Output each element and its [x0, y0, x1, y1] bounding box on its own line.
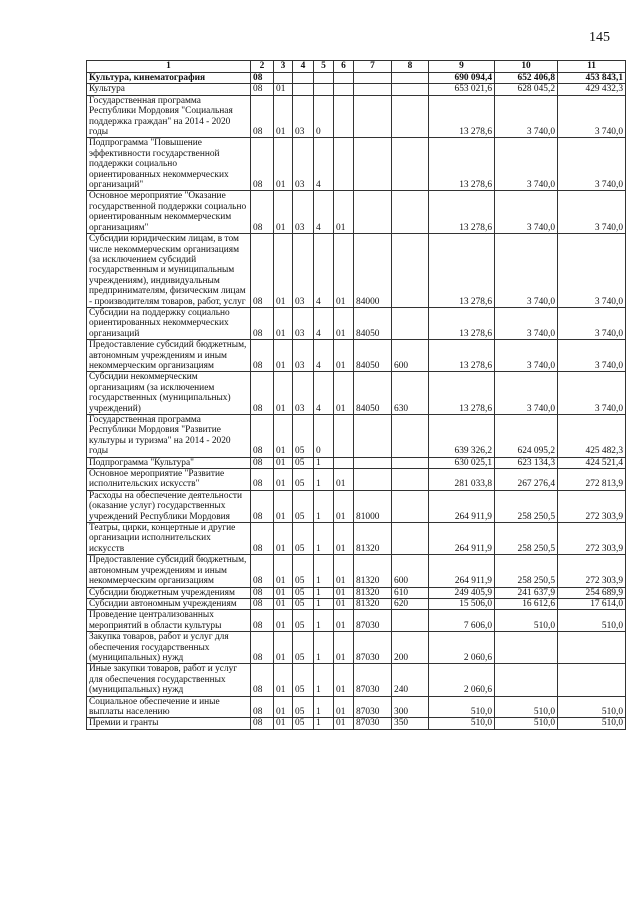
program-code-cell: 03: [293, 372, 314, 415]
subprogram-code-cell: 0: [314, 415, 334, 458]
section-code-cell: 08: [251, 598, 274, 609]
program-code-cell: 03: [293, 138, 314, 191]
program-code-cell: 05: [293, 664, 314, 696]
expense-type-cell: [392, 307, 429, 339]
table-header-row: [87, 61, 626, 73]
amount-col10-cell: 623 134,3: [495, 457, 558, 468]
header-cell: 7: [354, 61, 392, 73]
expense-direction-cell: 84050: [354, 340, 392, 372]
activity-code-cell: [334, 84, 354, 95]
expense-direction-cell: 87030: [354, 632, 392, 664]
activity-code-cell: 01: [334, 632, 354, 664]
expense-type-cell: [392, 84, 429, 95]
amount-col11-cell: 3 740,0: [558, 307, 626, 339]
program-code-cell: 05: [293, 587, 314, 598]
section-code-cell: 08: [251, 234, 274, 308]
amount-col9-cell: 249 405,9: [429, 587, 495, 598]
table-row: [87, 95, 626, 138]
expense-direction-cell: 81000: [354, 490, 392, 522]
amount-col10-cell: 3 740,0: [495, 191, 558, 234]
row-name-cell: Государственная программа Республики Мордовия "Социальная поддержка граждан" на 2014 - 2020 годы: [87, 95, 251, 138]
activity-code-cell: [334, 457, 354, 468]
subsection-code-cell: 01: [274, 95, 293, 138]
amount-col10-cell: 510,0: [495, 696, 558, 718]
section-code-cell: 08: [251, 469, 274, 491]
program-code-cell: 05: [293, 718, 314, 729]
section-code-cell: 08: [251, 73, 274, 84]
expense-type-cell: 600: [392, 340, 429, 372]
subsection-code-cell: 01: [274, 490, 293, 522]
expense-type-cell: [392, 234, 429, 308]
section-code-cell: 08: [251, 587, 274, 598]
amount-col11-cell: 272 303,9: [558, 555, 626, 587]
amount-col11-cell: 254 689,9: [558, 587, 626, 598]
subsection-code-cell: 01: [274, 718, 293, 729]
program-code-cell: 03: [293, 95, 314, 138]
program-code-cell: 05: [293, 696, 314, 718]
program-code-cell: 05: [293, 523, 314, 555]
amount-col11-cell: [558, 632, 626, 664]
section-code-cell: 08: [251, 415, 274, 458]
table-row: [87, 84, 626, 95]
program-code-cell: 03: [293, 307, 314, 339]
section-code-cell: 08: [251, 718, 274, 729]
amount-col10-cell: 3 740,0: [495, 234, 558, 308]
subprogram-code-cell: 1: [314, 718, 334, 729]
subprogram-code-cell: 4: [314, 138, 334, 191]
amount-col10-cell: 3 740,0: [495, 95, 558, 138]
row-name-cell: Проведение централизованных мероприятий в области культуры: [87, 610, 251, 632]
row-name-cell: Субсидии автономным учреждениям: [87, 598, 251, 609]
expense-direction-cell: 87030: [354, 610, 392, 632]
program-code-cell: 05: [293, 610, 314, 632]
table-body: [87, 61, 626, 730]
header-cell: 11: [558, 61, 626, 73]
table-row: [87, 340, 626, 372]
amount-col9-cell: 264 911,9: [429, 523, 495, 555]
row-name-cell: Культура, кинематография: [87, 73, 251, 84]
table-row: [87, 73, 626, 84]
expense-type-cell: [392, 191, 429, 234]
activity-code-cell: 01: [334, 372, 354, 415]
program-code-cell: 03: [293, 340, 314, 372]
table-row: [87, 234, 626, 308]
amount-col9-cell: 2 060,6: [429, 632, 495, 664]
expense-direction-cell: [354, 457, 392, 468]
subsection-code-cell: 01: [274, 632, 293, 664]
amount-col9-cell: 7 606,0: [429, 610, 495, 632]
amount-col9-cell: 653 021,6: [429, 84, 495, 95]
amount-col10-cell: 258 250,5: [495, 555, 558, 587]
amount-col9-cell: 510,0: [429, 718, 495, 729]
amount-col9-cell: 281 033,8: [429, 469, 495, 491]
activity-code-cell: 01: [334, 469, 354, 491]
expense-direction-cell: 81320: [354, 587, 392, 598]
section-code-cell: 08: [251, 95, 274, 138]
amount-col10-cell: [495, 664, 558, 696]
header-cell: 4: [293, 61, 314, 73]
amount-col11-cell: 3 740,0: [558, 340, 626, 372]
section-code-cell: 08: [251, 632, 274, 664]
expense-type-cell: [392, 469, 429, 491]
amount-col11-cell: 425 482,3: [558, 415, 626, 458]
section-code-cell: 08: [251, 457, 274, 468]
expense-type-cell: [392, 73, 429, 84]
amount-col9-cell: 13 278,6: [429, 307, 495, 339]
program-code-cell: [293, 84, 314, 95]
subsection-code-cell: 01: [274, 555, 293, 587]
amount-col9-cell: 13 278,6: [429, 340, 495, 372]
row-name-cell: Субсидии на поддержку социально ориентированных некоммерческих организаций: [87, 307, 251, 339]
expense-type-cell: [392, 523, 429, 555]
subsection-code-cell: 01: [274, 307, 293, 339]
amount-col10-cell: [495, 632, 558, 664]
program-code-cell: 03: [293, 234, 314, 308]
expense-direction-cell: [354, 95, 392, 138]
header-cell: 2: [251, 61, 274, 73]
subprogram-code-cell: 1: [314, 555, 334, 587]
subsection-code-cell: 01: [274, 340, 293, 372]
expense-type-cell: [392, 457, 429, 468]
header-cell: 3: [274, 61, 293, 73]
amount-col11-cell: 3 740,0: [558, 234, 626, 308]
expense-direction-cell: [354, 84, 392, 95]
activity-code-cell: 01: [334, 340, 354, 372]
subsection-code-cell: 01: [274, 587, 293, 598]
row-name-cell: Подпрограмма "Повышение эффективности государственной поддержки социально ориентированных некоммерческих организаций": [87, 138, 251, 191]
activity-code-cell: 01: [334, 555, 354, 587]
amount-col11-cell: 510,0: [558, 610, 626, 632]
subsection-code-cell: [274, 73, 293, 84]
row-name-cell: Основное мероприятие "Развитие исполнительских искусств": [87, 469, 251, 491]
activity-code-cell: [334, 415, 354, 458]
header-cell: 10: [495, 61, 558, 73]
table-row: [87, 664, 626, 696]
program-code-cell: 05: [293, 490, 314, 522]
expense-type-cell: [392, 95, 429, 138]
amount-col9-cell: 2 060,6: [429, 664, 495, 696]
amount-col9-cell: 13 278,6: [429, 95, 495, 138]
program-code-cell: 05: [293, 632, 314, 664]
activity-code-cell: 01: [334, 523, 354, 555]
section-code-cell: 08: [251, 84, 274, 95]
amount-col11-cell: 424 521,4: [558, 457, 626, 468]
table-row: [87, 469, 626, 491]
subprogram-code-cell: 1: [314, 598, 334, 609]
subsection-code-cell: 01: [274, 372, 293, 415]
subsection-code-cell: 01: [274, 696, 293, 718]
activity-code-cell: [334, 73, 354, 84]
section-code-cell: 08: [251, 490, 274, 522]
section-code-cell: 08: [251, 191, 274, 234]
amount-col11-cell: 3 740,0: [558, 95, 626, 138]
activity-code-cell: 01: [334, 490, 354, 522]
amount-col10-cell: 3 740,0: [495, 307, 558, 339]
subprogram-code-cell: 1: [314, 490, 334, 522]
amount-col10-cell: 258 250,5: [495, 523, 558, 555]
section-code-cell: 08: [251, 696, 274, 718]
row-name-cell: Премии и гранты: [87, 718, 251, 729]
expense-type-cell: 350: [392, 718, 429, 729]
activity-code-cell: [334, 138, 354, 191]
activity-code-cell: 01: [334, 598, 354, 609]
subprogram-code-cell: [314, 73, 334, 84]
expense-type-cell: 200: [392, 632, 429, 664]
activity-code-cell: 01: [334, 307, 354, 339]
program-code-cell: 05: [293, 457, 314, 468]
amount-col9-cell: 13 278,6: [429, 234, 495, 308]
amount-col9-cell: 264 911,9: [429, 490, 495, 522]
expense-direction-cell: 87030: [354, 718, 392, 729]
subsection-code-cell: 01: [274, 234, 293, 308]
amount-col11-cell: 17 614,0: [558, 598, 626, 609]
row-name-cell: Социальное обеспечение и иные выплаты населению: [87, 696, 251, 718]
amount-col9-cell: 13 278,6: [429, 138, 495, 191]
table-row: [87, 632, 626, 664]
expense-type-cell: 300: [392, 696, 429, 718]
subsection-code-cell: 01: [274, 664, 293, 696]
table-row: [87, 610, 626, 632]
subprogram-code-cell: 1: [314, 523, 334, 555]
expense-type-cell: [392, 415, 429, 458]
amount-col9-cell: 15 506,0: [429, 598, 495, 609]
table-row: [87, 307, 626, 339]
section-code-cell: 08: [251, 664, 274, 696]
expense-direction-cell: [354, 138, 392, 191]
expense-type-cell: [392, 610, 429, 632]
table-row: [87, 587, 626, 598]
program-code-cell: 03: [293, 191, 314, 234]
table-row: [87, 415, 626, 458]
expense-direction-cell: 84050: [354, 307, 392, 339]
subprogram-code-cell: 4: [314, 372, 334, 415]
amount-col11-cell: 272 303,9: [558, 523, 626, 555]
subsection-code-cell: 01: [274, 191, 293, 234]
header-cell: 1: [87, 61, 251, 73]
row-name-cell: Культура: [87, 84, 251, 95]
table-row: [87, 457, 626, 468]
row-name-cell: Иные закупки товаров, работ и услуг для обеспечения государственных (муниципальных) нужд: [87, 664, 251, 696]
amount-col10-cell: 16 612,6: [495, 598, 558, 609]
amount-col9-cell: 13 278,6: [429, 372, 495, 415]
amount-col11-cell: 453 843,1: [558, 73, 626, 84]
amount-col10-cell: 510,0: [495, 610, 558, 632]
row-name-cell: Субсидии некоммерческим организациям (за исключением государственных (муниципальных) учреждений): [87, 372, 251, 415]
amount-col10-cell: 510,0: [495, 718, 558, 729]
row-name-cell: Предоставление субсидий бюджетным, автономным учреждениям и иным некоммерческим организациям: [87, 555, 251, 587]
expense-direction-cell: 81320: [354, 598, 392, 609]
expense-direction-cell: 87030: [354, 664, 392, 696]
table-row: [87, 696, 626, 718]
amount-col10-cell: 3 740,0: [495, 340, 558, 372]
expense-direction-cell: [354, 191, 392, 234]
activity-code-cell: 01: [334, 718, 354, 729]
activity-code-cell: 01: [334, 696, 354, 718]
activity-code-cell: 01: [334, 234, 354, 308]
subprogram-code-cell: 1: [314, 696, 334, 718]
table-row: [87, 372, 626, 415]
expense-type-cell: 630: [392, 372, 429, 415]
subprogram-code-cell: 4: [314, 191, 334, 234]
amount-col11-cell: 510,0: [558, 696, 626, 718]
table-row: [87, 138, 626, 191]
subprogram-code-cell: 4: [314, 307, 334, 339]
activity-code-cell: 01: [334, 587, 354, 598]
section-code-cell: 08: [251, 138, 274, 191]
row-name-cell: Основное мероприятие "Оказание государственной поддержки социально ориентированным некоммерческим организациям": [87, 191, 251, 234]
header-cell: 9: [429, 61, 495, 73]
header-cell: 5: [314, 61, 334, 73]
section-code-cell: 08: [251, 555, 274, 587]
amount-col9-cell: 13 278,6: [429, 191, 495, 234]
row-name-cell: Предоставление субсидий бюджетным, автономным учреждениям и иным некоммерческим организациям: [87, 340, 251, 372]
row-name-cell: Субсидии бюджетным учреждениям: [87, 587, 251, 598]
section-code-cell: 08: [251, 307, 274, 339]
amount-col11-cell: 3 740,0: [558, 138, 626, 191]
amount-col10-cell: 652 406,8: [495, 73, 558, 84]
subprogram-code-cell: 1: [314, 632, 334, 664]
table-row: [87, 490, 626, 522]
subprogram-code-cell: 4: [314, 340, 334, 372]
amount-col11-cell: 510,0: [558, 718, 626, 729]
amount-col11-cell: [558, 664, 626, 696]
expense-type-cell: 600: [392, 555, 429, 587]
header-cell: 8: [392, 61, 429, 73]
page-number: 145: [589, 30, 610, 45]
subprogram-code-cell: 1: [314, 610, 334, 632]
expense-direction-cell: 84050: [354, 372, 392, 415]
program-code-cell: 05: [293, 415, 314, 458]
expense-direction-cell: [354, 73, 392, 84]
section-code-cell: 08: [251, 340, 274, 372]
budget-table: [86, 60, 626, 730]
amount-col10-cell: 241 637,9: [495, 587, 558, 598]
row-name-cell: Государственная программа Республики Мордовия "Развитие культуры и туризма" на 2014 - 2020 годы: [87, 415, 251, 458]
amount-col11-cell: 3 740,0: [558, 191, 626, 234]
amount-col9-cell: 639 326,2: [429, 415, 495, 458]
amount-col11-cell: 272 303,9: [558, 490, 626, 522]
expense-type-cell: [392, 490, 429, 522]
expense-type-cell: 240: [392, 664, 429, 696]
section-code-cell: 08: [251, 523, 274, 555]
subsection-code-cell: 01: [274, 610, 293, 632]
amount-col10-cell: 3 740,0: [495, 138, 558, 191]
table-row: [87, 191, 626, 234]
expense-direction-cell: [354, 415, 392, 458]
amount-col9-cell: 630 025,1: [429, 457, 495, 468]
amount-col10-cell: 258 250,5: [495, 490, 558, 522]
expense-direction-cell: 81320: [354, 523, 392, 555]
subsection-code-cell: 01: [274, 138, 293, 191]
amount-col10-cell: 624 095,2: [495, 415, 558, 458]
subprogram-code-cell: 1: [314, 469, 334, 491]
program-code-cell: 05: [293, 555, 314, 587]
subsection-code-cell: 01: [274, 523, 293, 555]
expense-direction-cell: [354, 469, 392, 491]
program-code-cell: 05: [293, 469, 314, 491]
row-name-cell: Субсидии юридическим лицам, в том числе некоммерческим организациям (за исключением субсидий государственным и муниципальным учреждениям), индивидуальным предпринимателям, физическим лицам - производителям товаров, работ, услуг: [87, 234, 251, 308]
amount-col11-cell: 3 740,0: [558, 372, 626, 415]
row-name-cell: Подпрограмма "Культура": [87, 457, 251, 468]
amount-col10-cell: 267 276,4: [495, 469, 558, 491]
table-row: [87, 718, 626, 729]
subsection-code-cell: 01: [274, 598, 293, 609]
program-code-cell: [293, 73, 314, 84]
amount-col11-cell: 429 432,3: [558, 84, 626, 95]
subsection-code-cell: 01: [274, 457, 293, 468]
amount-col10-cell: 3 740,0: [495, 372, 558, 415]
activity-code-cell: 01: [334, 664, 354, 696]
amount-col11-cell: 272 813,9: [558, 469, 626, 491]
subsection-code-cell: 01: [274, 415, 293, 458]
program-code-cell: 05: [293, 598, 314, 609]
table-row: [87, 598, 626, 609]
subsection-code-cell: 01: [274, 469, 293, 491]
expense-direction-cell: 87030: [354, 696, 392, 718]
subprogram-code-cell: 1: [314, 664, 334, 696]
amount-col9-cell: 690 094,4: [429, 73, 495, 84]
row-name-cell: Закупка товаров, работ и услуг для обеспечения государственных (муниципальных) нужд: [87, 632, 251, 664]
expense-type-cell: 620: [392, 598, 429, 609]
subprogram-code-cell: 4: [314, 234, 334, 308]
amount-col10-cell: 628 045,2: [495, 84, 558, 95]
subsection-code-cell: 01: [274, 84, 293, 95]
table-row: [87, 523, 626, 555]
expense-type-cell: 610: [392, 587, 429, 598]
amount-col9-cell: 510,0: [429, 696, 495, 718]
activity-code-cell: [334, 95, 354, 138]
activity-code-cell: 01: [334, 191, 354, 234]
header-cell: 6: [334, 61, 354, 73]
subprogram-code-cell: 0: [314, 95, 334, 138]
activity-code-cell: 01: [334, 610, 354, 632]
subprogram-code-cell: 1: [314, 587, 334, 598]
row-name-cell: Расходы на обеспечение деятельности (оказание услуг) государственных учреждений Республики Мордовия: [87, 490, 251, 522]
table-row: [87, 555, 626, 587]
expense-direction-cell: 81320: [354, 555, 392, 587]
section-code-cell: 08: [251, 372, 274, 415]
row-name-cell: Театры, цирки, концертные и другие организации исполнительских искусств: [87, 523, 251, 555]
expense-type-cell: [392, 138, 429, 191]
section-code-cell: 08: [251, 610, 274, 632]
subprogram-code-cell: [314, 84, 334, 95]
amount-col9-cell: 264 911,9: [429, 555, 495, 587]
subprogram-code-cell: 1: [314, 457, 334, 468]
expense-direction-cell: 84000: [354, 234, 392, 308]
